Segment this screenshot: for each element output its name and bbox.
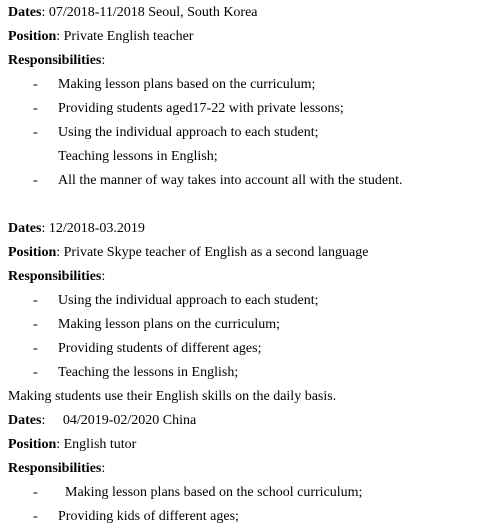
bullet-dash: - — [33, 317, 38, 332]
list-item: - All the manner of way takes into account all with the student. — [33, 173, 403, 188]
list-item: - Making lesson plans based on the school curriculum; — [33, 485, 363, 500]
bullet-dash: - — [33, 293, 38, 308]
job1-dates: Dates: 07/2018-11/2018 Seoul, South Korea — [8, 5, 258, 20]
bullet-dash: - — [33, 125, 38, 140]
list-item: Teaching lessons in English; — [58, 149, 218, 164]
bullet-dash: - — [33, 173, 38, 188]
list-item: - Using the individual approach to each student; — [33, 125, 319, 140]
job3-position: Position: English tutor — [8, 437, 137, 452]
bullet-dash: - — [33, 101, 38, 116]
job3-dates: Dates: 04/2019-02/2020 China — [8, 413, 197, 428]
bullet-dash: - — [33, 485, 38, 500]
job1-responsibilities-heading: Responsibilities: — [8, 53, 106, 68]
bullet-dash: - — [33, 365, 38, 380]
bullet-dash: - — [33, 77, 38, 92]
job1-position: Position: Private English teacher — [8, 29, 194, 44]
bullet-dash: - — [33, 509, 38, 524]
job2-position: Position: Private Skype teacher of English as a second language — [8, 245, 369, 260]
list-item: - Teaching the lessons in English; — [33, 365, 239, 380]
job2-responsibilities-heading: Responsibilities: — [8, 269, 106, 284]
list-item: - Providing students aged17-22 with private lessons; — [33, 101, 344, 116]
list-item: - Providing students of different ages; — [33, 341, 262, 356]
list-item: - Making lesson plans on the curriculum; — [33, 317, 281, 332]
job2-dates: Dates: 12/2018-03.2019 — [8, 221, 145, 236]
list-item: - Making lesson plans based on the curriculum; — [33, 77, 316, 92]
bullet-dash: - — [33, 341, 38, 356]
job3-responsibilities-heading: Responsibilities: — [8, 461, 106, 476]
list-item: - Using the individual approach to each student; — [33, 293, 319, 308]
job2-footer-note: Making students use their English skills on the daily basis. — [8, 389, 337, 404]
list-item: - Providing kids of different ages; — [33, 509, 239, 524]
